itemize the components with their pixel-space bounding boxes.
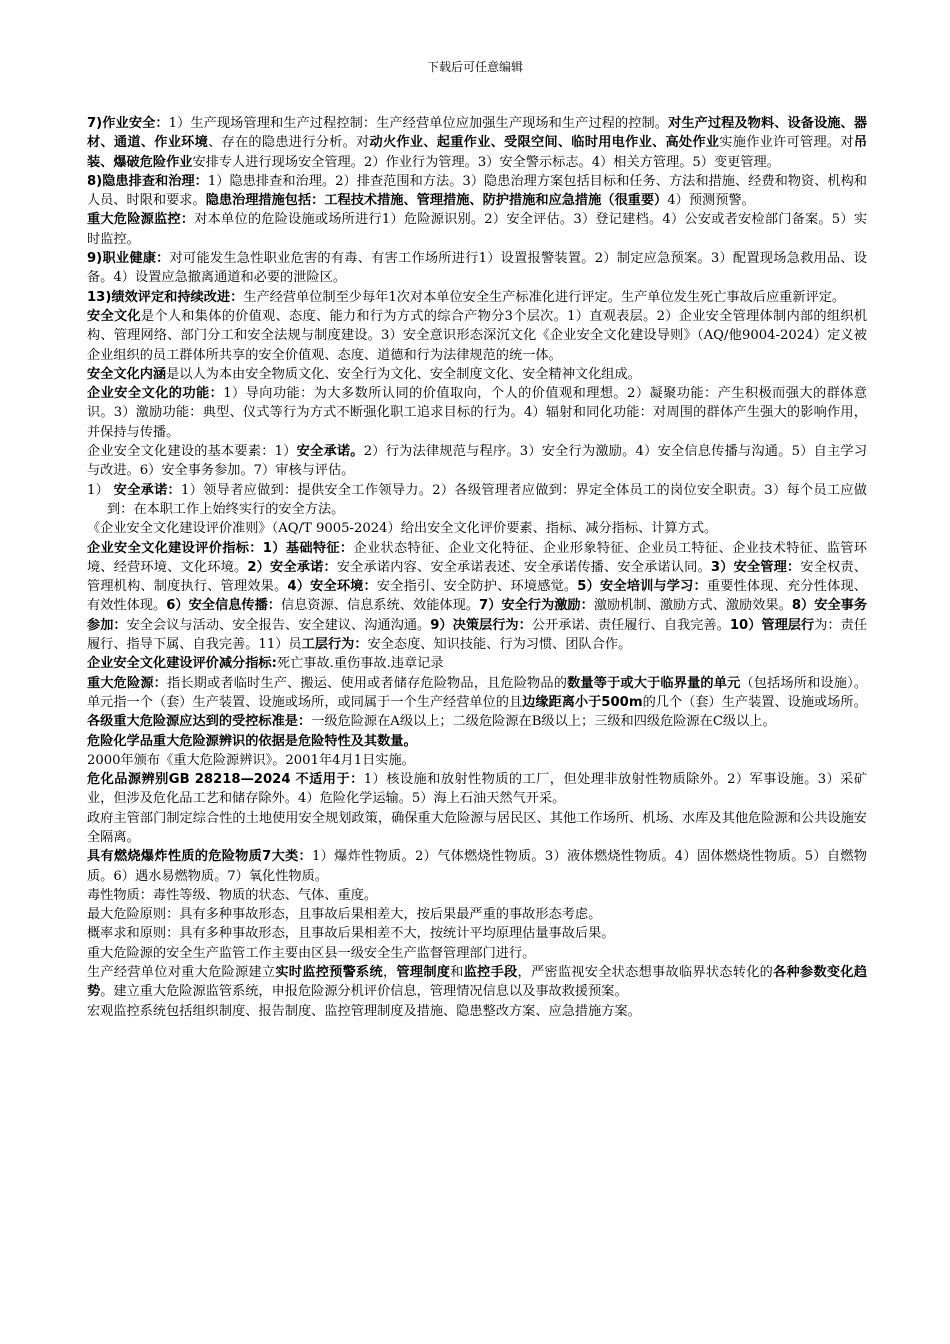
bold-text: 7)作业安全： xyxy=(87,116,169,131)
text-run: 公开承诺、责任履行、自我完善。 xyxy=(531,617,730,633)
text-run: 生产经营单位制至少每年1次对本单位安全生产标准化进行评定。生产单位发生死亡事故后应重新评定。 xyxy=(243,289,846,305)
bold-text: 8）安全事务参加： xyxy=(87,598,868,633)
text-run: 、存在的隐患进行分析。对 xyxy=(208,135,370,151)
bold-text: 3）安全管理： xyxy=(710,559,801,575)
text-run: 毒性物质：毒性等级、物质的状态、气体、重度。 xyxy=(87,887,378,903)
bold-text: 安全文化 xyxy=(87,308,141,324)
paragraph xyxy=(87,905,867,924)
paragraph xyxy=(87,307,867,365)
bold-text: 13)绩效评定和持续改进： xyxy=(87,289,244,305)
text-run: 对可能发生急性职业危害的有毒、有害工作场所进行1）设置报警装置。2）制定应急预案。3）配置现场急救用品、设备。4）设置应急撤离通道和必要的泄险区。 xyxy=(87,251,867,286)
bold-text: 隐患治理措施包括：工程技术措施、管理措施、防护措施和应急措施（很重要） xyxy=(205,193,668,209)
text-run: 安全指引、安全防护、环境感觉。 xyxy=(376,579,578,595)
paragraph xyxy=(87,944,867,963)
paragraph xyxy=(87,751,867,770)
text-run: 。建立重大危险源监管系统，申报危险源分机评价信息，管理情况信息以及事故救援预案。 xyxy=(100,984,628,1000)
bold-text: 企业安全文化建设评价指标：1）基础特征： xyxy=(87,540,354,556)
bold-text: 企业安全文化建设评价减分指标: xyxy=(87,656,277,672)
bold-text: 吊装、爆破危险作业 xyxy=(87,135,868,170)
text-run: 实施作业许可管理。对 xyxy=(719,135,854,151)
text-run: 2000年颁布《重大危险源辨识》。2001年4月1日实施。 xyxy=(87,752,415,768)
bold-text: 重大危险源监控： xyxy=(87,212,195,228)
bold-text: 边缘距离小于500m xyxy=(522,694,643,710)
bold-text: 各种参数变化趋势 xyxy=(87,965,868,1000)
document-body xyxy=(87,114,867,1021)
paragraph xyxy=(87,886,867,905)
bold-text: 管理制度 xyxy=(396,965,451,981)
paragraph xyxy=(87,442,867,481)
text-run: 1）隐患排查和治理。2）排查范围和方法。3）隐患治理方案包括目标和任务、方法和措施、经费和物资、机构和人员、时限和要求。 xyxy=(87,173,867,209)
bold-text: 安全承诺。 xyxy=(296,444,364,460)
text-run: 对本单位的危险设施或场所进行1）危险源识别。2）安全评估。3）登记建档。4）公安或者安检部门备案。5）实时监控。 xyxy=(87,212,868,247)
bold-text: 9）决策层行为： xyxy=(430,617,532,633)
text-run: 是以人为本由安全物质文化、安全行为文化、安全制度文化、安全精神文化组成。 xyxy=(166,366,641,382)
paragraph xyxy=(87,210,867,249)
text-run: （包括场所和设施）。单元指一个（套）生产装置、设施或场所，或同属于一个生产经营单位的且 xyxy=(87,675,868,710)
text-run: 企业状态特征、企业文化特征、企业形象特征、企业员工特征、企业技术特征、监管环境、经营环境、文化环境。 xyxy=(87,540,867,575)
page-header: 下载后可任意编辑 xyxy=(426,60,523,74)
paragraph xyxy=(87,249,867,288)
text-run: 最大危险原则：具有多种事故形态，且事故后果相差大，按后果最严重的事故形态考虑。 xyxy=(87,907,602,923)
bold-text: 实时监控预警系统 xyxy=(275,965,383,981)
paragraph xyxy=(87,288,867,307)
bold-text: 危化品源辨别GB 28218—2024 不适用于： xyxy=(87,772,364,788)
text-run: 1） xyxy=(87,482,114,498)
paragraph xyxy=(87,674,867,713)
text-run: 1）领导者应做到：提供安全工作领导力。2）各级管理者应做到：界定全体员工的岗位安全职责。3）每个员工应做到：在本职工作上始终实行的安全方法。 xyxy=(107,482,867,517)
text-run: 安全会议与活动、安全报告、安全建议、沟通沟通。 xyxy=(126,617,431,633)
text-run: ， xyxy=(382,965,397,981)
paragraph xyxy=(87,732,867,751)
bold-text: 9)职业健康： xyxy=(87,251,170,267)
bold-text: 企业安全文化的功能： xyxy=(87,386,224,402)
text-run: ，严密监视安全状态想事故临界状态转化的 xyxy=(517,965,774,981)
text-run: 安全承诺内容、安全承诺表述、安全承诺传播、安全承诺认同。 xyxy=(336,559,711,575)
bold-text: 对生产过程及物料、设备设施、器材、通道、作业环境 xyxy=(87,116,868,151)
paragraph xyxy=(87,770,867,809)
text-run: 安全态度、知识技能、行为习惯、团队合作。 xyxy=(367,637,632,653)
text-run: 2）行为法律规范与程序。3）安全行为激励。4）安全信息传播与沟通。5）自主学习与改进。6）安全事务参加。7）审核与评估。 xyxy=(87,444,868,479)
text-run: 《企业安全文化建设评价准则》（AQ/T 9005-2024）给出安全文化评价要素、指标、减分指标、计算方式。 xyxy=(87,521,718,537)
text-run: 激励机制、激励方式、激励效果。 xyxy=(593,598,792,614)
text-run: 为：责任履行、指导下属、自我完善。11）员 xyxy=(87,617,868,653)
text-run: 1）导向功能：为大多数所认同的价值取向，个人的价值观和理想。2）凝聚功能：产生积极而强大的群体意识。3）激励功能：典型、仪式等行为方式不断强化职工追求目标的行为。4）辐射和同化功能：对周围的群体产生强大的影响作用，并保持与传播。 xyxy=(87,386,868,440)
paragraph xyxy=(87,847,867,886)
text-run: 信息资源、信息系统、效能体现。 xyxy=(281,598,480,614)
text-run: 指长期或者临时生产、搬运、使用或者储存危险物品，且危险物品的 xyxy=(167,675,568,691)
text-run: 概率求和原则：具有多种事故形态，且事故后果相差不大，按统计平均原理估量事故后果。 xyxy=(87,926,615,942)
text-run: 安全权责、管理机构、制度执行、管理效果。 xyxy=(87,559,867,595)
text-run: 生产经营单位对重大危险源建立 xyxy=(87,965,276,981)
bold-text: 重大危险源： xyxy=(87,675,168,691)
paragraph xyxy=(87,481,867,520)
bold-text: 安全文化内涵 xyxy=(87,366,167,382)
text-run: 安排专人进行现场安全管理。2）作业行为管理。3）安全警示标志。4）相关方管理。5）变更管理。 xyxy=(192,154,780,170)
paragraph xyxy=(87,172,867,211)
bold-text: 危险化学品重大危险源辨识的依据是危险特性及其数量。 xyxy=(87,733,417,749)
text-run: 一级危险源在A级以上；二级危险源在B级以上；三级和四级危险源在C级以上。 xyxy=(311,714,776,730)
bold-text: 具有燃烧爆炸性质的危险物质7大类： xyxy=(87,849,312,865)
text-run: 的几个（套）生产装置、设施或场所。 xyxy=(642,694,867,710)
bold-text: 8)隐患排查和治理： xyxy=(87,173,208,189)
text-run: 1）生产现场管理和生产过程控制：生产经营单位应加强生产现场和生产过程的控制。 xyxy=(168,116,669,131)
text-run: 重要性体现、充分性体现、有效性体现。 xyxy=(87,579,867,614)
bold-text: 数量等于或大于临界量的单元 xyxy=(567,675,741,691)
paragraph xyxy=(87,384,867,442)
bold-text: 各级重大危险源应达到的受控标准是： xyxy=(87,714,312,730)
bold-text: 5）安全培训与学习： xyxy=(577,579,707,595)
paragraph xyxy=(87,924,867,943)
text-run: 是个人和集体的价值观、态度、能力和行为方式的综合产物分3个层次。1）直观表层。2）企业安全管理体制内部的组织机构、管理网络、部门分工和安全法规与制度建设。3）安全意识形态深沉文化《企业安全文化建设导则》（AQ/他9004-2024）定义被企业组织的员工群体所共享的安全价值观、态度、道德和行为法律规范的统一体。 xyxy=(87,308,868,363)
text-run: 1）爆炸性物质。2）气体燃烧性物质。3）液体燃烧性物质。4）固体燃烧性物质。5）自燃物质。6）遇水易燃物质。7）氧化性物质。 xyxy=(87,849,867,884)
text-run: 和 xyxy=(450,965,464,981)
text-run: 重大危险源的安全生产监管工作主要由区县一级安全生产监督管理部门进行。 xyxy=(87,945,536,961)
text-run: 死亡事故.重伤事故.违章记录 xyxy=(276,656,444,672)
paragraph xyxy=(87,365,867,384)
text-run: 宏观监控系统包括组织制度、报告制度、监控管理制度及措施、隐患整改方案、应急措施方案。 xyxy=(87,1003,641,1019)
paragraph xyxy=(87,809,867,848)
text-run: 政府主管部门制定综合性的土地使用安全规划政策，确保重大危险源与居民区、其他工作场所、机场、水库及其他危险源和公共设施安全隔离。 xyxy=(87,810,867,845)
bold-text: 7）安全行为激励： xyxy=(479,598,594,614)
bold-text: 2）安全承诺： xyxy=(247,559,337,575)
paragraph xyxy=(87,712,867,731)
bold-text: 动火作业、起重作业、受限空间、临时用电作业、高处作业 xyxy=(369,135,720,151)
bold-text: 安全承诺： xyxy=(113,482,182,498)
paragraph xyxy=(87,114,867,172)
text-run: 企业安全文化建设的基本要素：1） xyxy=(87,444,297,460)
bold-text: 监控手段 xyxy=(463,965,518,981)
paragraph xyxy=(87,963,867,1002)
paragraph xyxy=(87,519,867,538)
text-run: 4）预测预警。 xyxy=(667,193,755,209)
paragraph xyxy=(87,1002,867,1021)
bold-text: 工层行为： xyxy=(301,637,368,653)
text-run: 1）核设施和放射性物质的工厂，但处理非放射性物质除外。2）军事设施。3）采矿业，但涉及危化品工艺和储存除外。4）危险化学运输。5）海上石油天然气开采。 xyxy=(87,772,868,807)
paragraph xyxy=(87,654,867,673)
bold-text: 6）安全信息传播： xyxy=(166,598,281,614)
bold-text: 10）管理层行 xyxy=(729,617,815,633)
bold-text: 4）安全环境： xyxy=(287,579,377,595)
paragraph xyxy=(87,539,867,655)
